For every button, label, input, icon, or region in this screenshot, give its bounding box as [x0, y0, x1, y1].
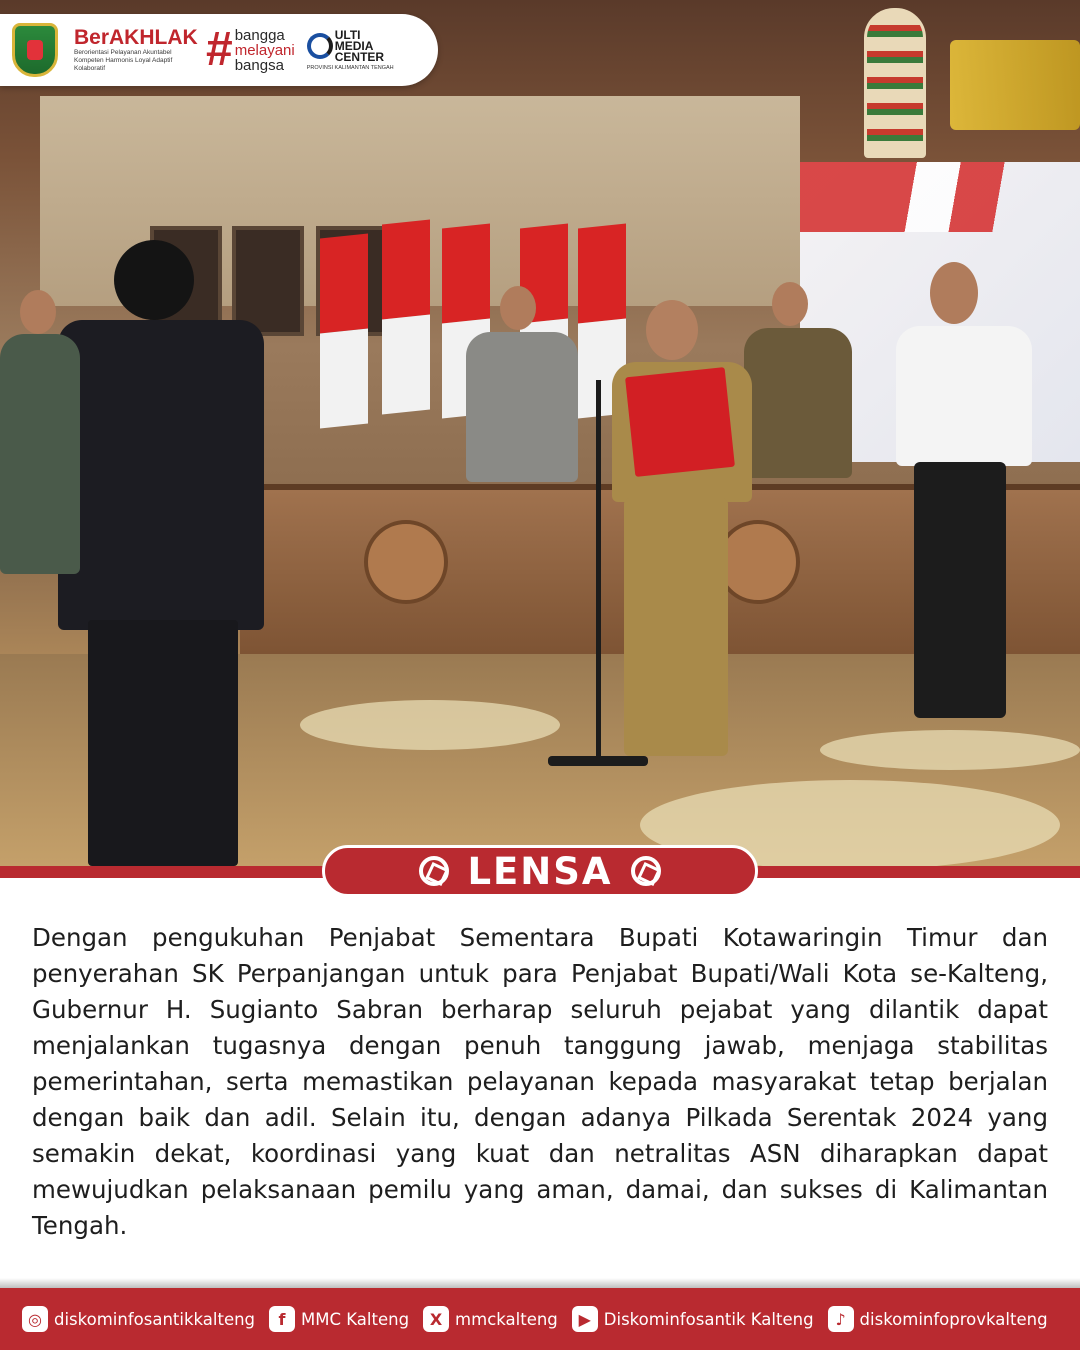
berakhlak-subtitle: Berorientasi Pelayanan Akuntabel Kompeten Harmonis Loyal Adaptif Kolaboratif	[74, 49, 173, 72]
hashtag-mark: #	[206, 23, 233, 76]
wall-lettering	[950, 40, 1080, 130]
section-title: LENSA	[467, 849, 613, 893]
red-document-folder	[625, 367, 735, 477]
bangga-word: bangga	[234, 26, 285, 44]
banner-stripe	[800, 162, 1080, 232]
instagram-icon: ◎	[22, 1306, 48, 1332]
youtube-icon: ▶	[572, 1306, 598, 1332]
mmc-province: PROVINSI KALIMANTAN TENGAH	[306, 64, 394, 71]
camera-shutter-icon	[419, 856, 449, 886]
social-youtube[interactable]	[572, 1306, 814, 1332]
bangga-melayani-logo	[206, 23, 295, 76]
microphone-stand	[596, 380, 601, 760]
social-tiktok[interactable]	[828, 1306, 1048, 1332]
facebook-icon: f	[269, 1306, 295, 1332]
social-label: MMC Kalteng	[301, 1309, 410, 1329]
floor-pattern	[820, 730, 1080, 770]
dayak-ornament	[864, 8, 926, 158]
social-footer	[0, 1288, 1080, 1350]
social-label: diskominfosantikkalteng	[54, 1309, 256, 1329]
microphone-base	[548, 756, 648, 766]
table-crest	[364, 520, 448, 604]
social-label: mmckalteng	[455, 1309, 558, 1329]
social-x[interactable]	[423, 1306, 558, 1332]
melayani-word: melayani	[234, 41, 295, 59]
berakhlak-logo	[74, 27, 200, 73]
table-crest	[716, 520, 800, 604]
berakhlak-title: BerAKHLAK	[74, 26, 198, 49]
caption-text: Dengan pengukuhan Penjabat Sementara Bupati Kotawaringin Timur dan penyerahan SK Perpanjangan untuk para Penjabat Bupati/Wali Kota se-Kalteng, Gubernur H. Sugianto Sabran berharap seluruh pejabat yang dilantik dapat menjalankan tugasnya dengan penuh tanggung jawab, menjaga stabilitas pemerintahan, serta memastikan pelayanan kepada masyarakat tetap berjalan dengan baik dan adil. Selain itu, dengan adanya Pilkada Serentak 2024 yang semakin dekat, koordinasi yang kuat dan netralitas ASN diharapkan dapat mewujudkan pelaksanaan pemilu yang aman, damai, dan sukses di Kalimantan Tengah.	[32, 923, 1048, 1240]
social-label: diskominfoprovkalteng	[859, 1309, 1048, 1329]
social-facebook[interactable]	[269, 1306, 409, 1332]
tiktok-icon: ♪	[828, 1306, 854, 1332]
social-label: Diskominfosantik Kalteng	[603, 1309, 814, 1329]
mmc-circle-icon	[307, 33, 333, 59]
x-icon: X	[423, 1306, 449, 1332]
bangsa-word: bangsa	[234, 56, 284, 74]
kalteng-emblem-icon	[12, 23, 58, 77]
mmc-name: ULTI MEDIA CENTER	[334, 27, 385, 64]
indonesian-flag	[320, 233, 368, 428]
floor-pattern	[300, 700, 560, 750]
mmc-logo	[306, 27, 394, 71]
social-instagram[interactable]	[22, 1306, 255, 1332]
section-header	[322, 845, 758, 897]
camera-shutter-icon	[631, 856, 661, 886]
indonesian-flag	[382, 219, 430, 414]
bangga-words	[235, 28, 295, 73]
logo-bar	[0, 14, 438, 86]
footer-shadow	[0, 1278, 1080, 1288]
